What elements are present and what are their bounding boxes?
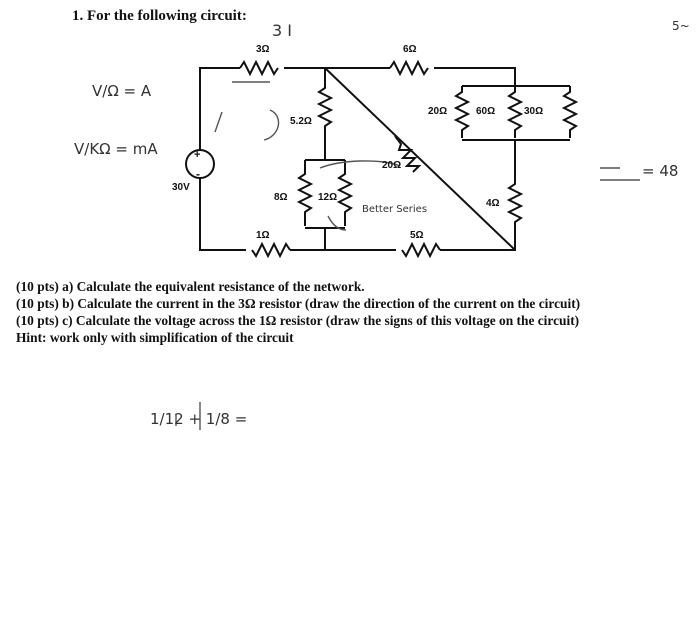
hw-top-right: 5~ xyxy=(672,19,690,33)
svg-text:-: - xyxy=(196,167,200,181)
hw-fraction-sum: = 48 xyxy=(642,162,679,180)
question-part-a: (10 pts) a) Calculate the equivalent resistance of the network. xyxy=(16,279,365,294)
resistor-60 xyxy=(509,86,521,138)
label-5-2: 5.2Ω xyxy=(290,116,312,127)
resistor-5 xyxy=(402,244,440,256)
resistor-8 xyxy=(299,160,311,226)
label-20a: 20Ω xyxy=(428,106,448,117)
label-3: 3Ω xyxy=(256,44,270,55)
label-source: 30V xyxy=(172,182,190,193)
label-4: 4Ω xyxy=(486,198,500,209)
resistor-12 xyxy=(339,160,351,226)
resistor-5-2 xyxy=(319,68,331,160)
resistor-4 xyxy=(509,180,521,228)
resistor-1 xyxy=(252,244,290,256)
hw-bottom-calc: 1/12 + 1/8 = xyxy=(150,410,248,428)
wire-left-top xyxy=(200,68,240,150)
hw-note-series: Better Series xyxy=(362,204,428,215)
label-5: 5Ω xyxy=(410,230,424,241)
question-hint: Hint: work only with simplification of the circuit xyxy=(16,330,294,345)
label-1: 1Ω xyxy=(256,230,270,241)
resistor-6 xyxy=(390,62,428,74)
question-title: 1. For the following circuit: xyxy=(72,8,247,24)
label-8: 8Ω xyxy=(274,192,288,203)
hw-note-1: V/Ω = A xyxy=(92,82,152,100)
svg-text:+: + xyxy=(194,149,201,161)
resistor-20b xyxy=(456,86,468,138)
hw-note-2: V/KΩ = mA xyxy=(74,140,158,158)
wire-top-right xyxy=(434,68,515,86)
wire-left-bottom xyxy=(200,178,246,250)
hw-current-label: 3 I xyxy=(272,21,292,40)
question-part-b: (10 pts) b) Calculate the current in the 3Ω resistor (draw the direction of the current on the circuit) xyxy=(16,296,581,311)
label-20b: 20Ω xyxy=(382,160,402,171)
question-part-c: (10 pts) c) Calculate the voltage across the 1Ω resistor (draw the signs of this voltage on the circuit) xyxy=(16,313,580,328)
label-12: 12Ω xyxy=(318,192,338,203)
resistor-30 xyxy=(564,86,576,138)
resistor-3 xyxy=(240,62,278,74)
wire-diagonal xyxy=(325,68,515,250)
label-60: 60Ω xyxy=(476,106,496,117)
label-6: 6Ω xyxy=(403,44,417,55)
label-30: 30Ω xyxy=(524,106,544,117)
